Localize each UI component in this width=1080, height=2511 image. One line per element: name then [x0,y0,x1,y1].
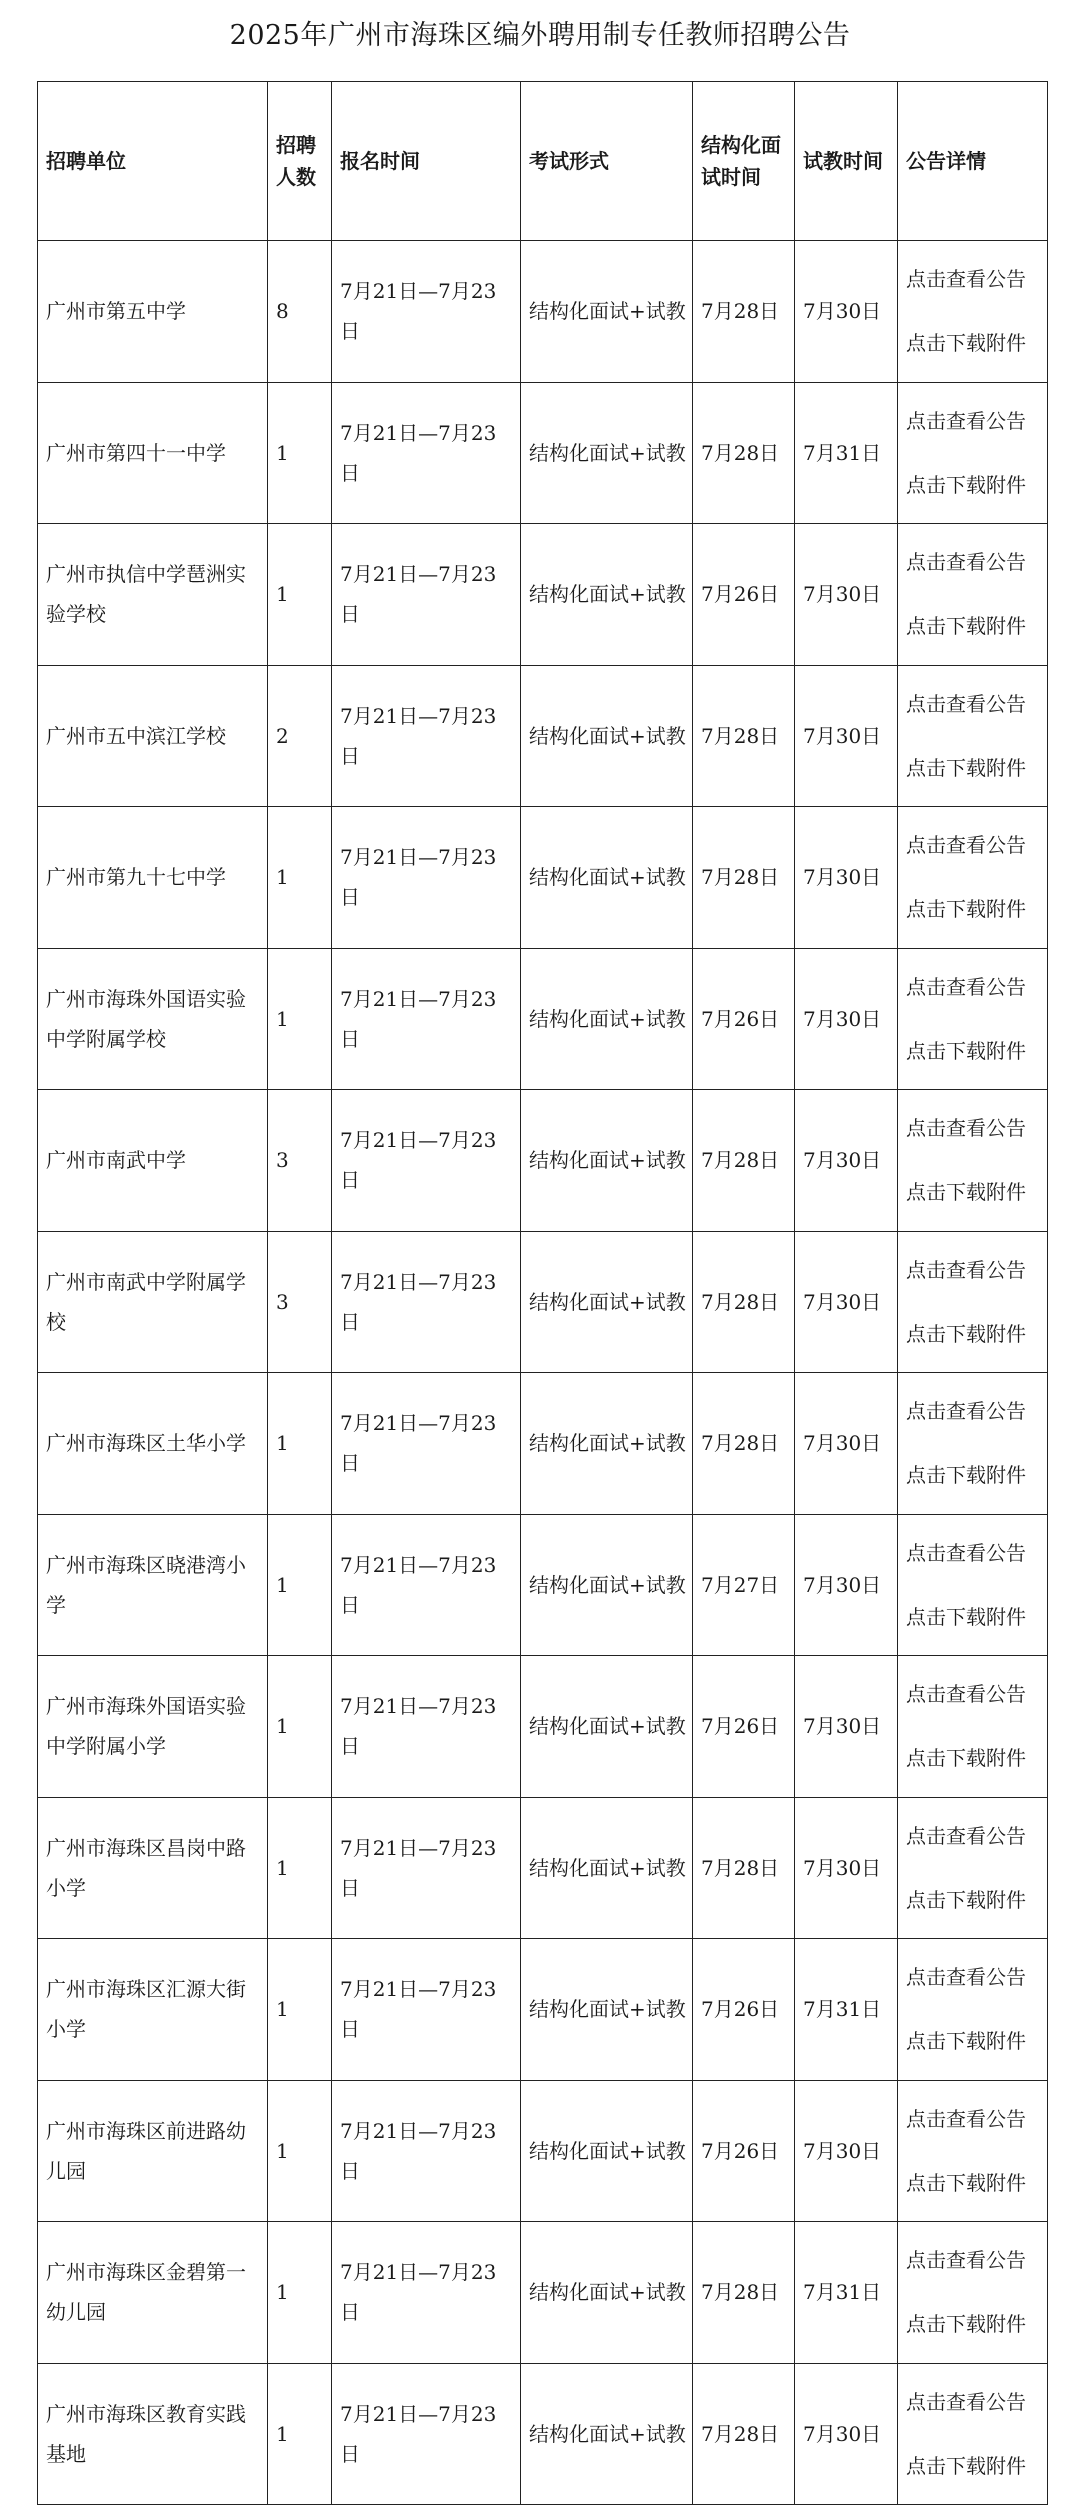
download-attachment-link[interactable]: 点击下载附件 [906,897,1026,922]
download-attachment-link[interactable]: 点击下载附件 [906,1321,1026,1346]
view-announcement-link[interactable]: 点击查看公告 [906,974,1026,999]
exam-format-cell: 结构化面试+试教 [521,2222,693,2364]
count-cell: 8 [268,241,332,383]
register-time-cell: 7月21日—7月23日 [332,2080,521,2222]
view-announcement-link[interactable]: 点击查看公告 [906,1540,1026,1565]
table-row [38,665,1048,807]
register-time-cell: 7月21日—7月23日 [332,1939,521,2081]
register-time-cell: 7月21日—7月23日 [332,1231,521,1373]
teaching-time-cell: 7月30日 [795,1373,898,1515]
teaching-time-cell: 7月30日 [795,524,898,666]
unit-cell: 广州市第四十一中学 [38,382,268,524]
unit-cell: 广州市海珠区晓港湾小学 [38,1514,268,1656]
details-cell [898,1231,1048,1373]
unit-cell: 广州市海珠区教育实践基地 [38,2363,268,2505]
exam-format-cell: 结构化面试+试教 [521,241,693,383]
table-row [38,1373,1048,1515]
table-header-row [38,82,1048,241]
view-announcement-link[interactable]: 点击查看公告 [906,833,1026,858]
header-count: 招聘人数 [268,82,332,241]
table-row [38,241,1048,383]
view-announcement-link[interactable]: 点击查看公告 [906,267,1026,292]
view-announcement-link[interactable]: 点击查看公告 [906,1823,1026,1848]
register-time-cell: 7月21日—7月23日 [332,665,521,807]
table-row [38,1231,1048,1373]
interview-time-cell: 7月28日 [693,241,795,383]
exam-format-cell: 结构化面试+试教 [521,1939,693,2081]
teaching-time-cell: 7月30日 [795,1231,898,1373]
teaching-time-cell: 7月30日 [795,2363,898,2505]
unit-cell: 广州市五中滨江学校 [38,665,268,807]
download-attachment-link[interactable]: 点击下载附件 [906,472,1026,497]
view-announcement-link[interactable]: 点击查看公告 [906,408,1026,433]
unit-cell: 广州市海珠区土华小学 [38,1373,268,1515]
details-cell [898,665,1048,807]
page-title: 2025年广州市海珠区编外聘用制专任教师招聘公告 [229,20,851,51]
register-time-cell: 7月21日—7月23日 [332,948,521,1090]
details-cell [898,2222,1048,2364]
teaching-time-cell: 7月30日 [795,665,898,807]
interview-time-cell: 7月28日 [693,665,795,807]
unit-cell: 广州市海珠区金碧第一幼儿园 [38,2222,268,2364]
details-cell [898,382,1048,524]
table-row [38,382,1048,524]
count-cell: 3 [268,1090,332,1232]
exam-format-cell: 结构化面试+试教 [521,807,693,949]
teaching-time-cell: 7月30日 [795,1514,898,1656]
details-cell [898,2363,1048,2505]
unit-cell: 广州市海珠区昌岗中路小学 [38,1797,268,1939]
count-cell: 1 [268,807,332,949]
header-exam-format: 考试形式 [521,82,693,241]
exam-format-cell: 结构化面试+试教 [521,1797,693,1939]
count-cell: 1 [268,948,332,1090]
table-row [38,1514,1048,1656]
teaching-time-cell: 7月31日 [795,1939,898,2081]
details-cell [898,948,1048,1090]
count-cell: 1 [268,524,332,666]
details-cell [898,807,1048,949]
unit-cell: 广州市海珠外国语实验中学附属学校 [38,948,268,1090]
unit-cell: 广州市第九十七中学 [38,807,268,949]
download-attachment-link[interactable]: 点击下载附件 [906,2453,1026,2478]
view-announcement-link[interactable]: 点击查看公告 [906,2389,1026,2414]
count-cell: 1 [268,2080,332,2222]
table-row [38,1797,1048,1939]
register-time-cell: 7月21日—7月23日 [332,1514,521,1656]
register-time-cell: 7月21日—7月23日 [332,382,521,524]
teaching-time-cell: 7月30日 [795,2080,898,2222]
view-announcement-link[interactable]: 点击查看公告 [906,2106,1026,2131]
download-attachment-link[interactable]: 点击下载附件 [906,755,1026,780]
teaching-time-cell: 7月30日 [795,1797,898,1939]
table-row [38,2080,1048,2222]
count-cell: 1 [268,1656,332,1798]
view-announcement-link[interactable]: 点击查看公告 [906,550,1026,575]
view-announcement-link[interactable]: 点击查看公告 [906,2248,1026,2273]
register-time-cell: 7月21日—7月23日 [332,807,521,949]
view-announcement-link[interactable]: 点击查看公告 [906,1965,1026,1990]
interview-time-cell: 7月26日 [693,1939,795,2081]
header-details: 公告详情 [898,82,1048,241]
details-cell [898,2080,1048,2222]
details-cell [898,241,1048,383]
register-time-cell: 7月21日—7月23日 [332,1373,521,1515]
interview-time-cell: 7月28日 [693,1373,795,1515]
exam-format-cell: 结构化面试+试教 [521,2080,693,2222]
view-announcement-link[interactable]: 点击查看公告 [906,1682,1026,1707]
exam-format-cell: 结构化面试+试教 [521,948,693,1090]
table-row [38,2222,1048,2364]
register-time-cell: 7月21日—7月23日 [332,2363,521,2505]
recruitment-table [37,81,1048,2505]
exam-format-cell: 结构化面试+试教 [521,524,693,666]
interview-time-cell: 7月28日 [693,807,795,949]
teaching-time-cell: 7月30日 [795,807,898,949]
unit-cell: 广州市海珠外国语实验中学附属小学 [38,1656,268,1798]
unit-cell: 广州市海珠区汇源大街小学 [38,1939,268,2081]
table-row [38,1090,1048,1232]
teaching-time-cell: 7月30日 [795,948,898,1090]
teaching-time-cell: 7月30日 [795,241,898,383]
interview-time-cell: 7月26日 [693,2080,795,2222]
teaching-time-cell: 7月31日 [795,382,898,524]
register-time-cell: 7月21日—7月23日 [332,2222,521,2364]
exam-format-cell: 结构化面试+试教 [521,1373,693,1515]
download-attachment-link[interactable]: 点击下载附件 [906,614,1026,639]
register-time-cell: 7月21日—7月23日 [332,1797,521,1939]
details-cell [898,1514,1048,1656]
download-attachment-link[interactable]: 点击下载附件 [906,1180,1026,1205]
download-attachment-link[interactable]: 点击下载附件 [906,1463,1026,1488]
count-cell: 1 [268,382,332,524]
exam-format-cell: 结构化面试+试教 [521,382,693,524]
count-cell: 2 [268,665,332,807]
unit-cell: 广州市南武中学附属学校 [38,1231,268,1373]
details-cell [898,1939,1048,2081]
header-unit: 招聘单位 [38,82,268,241]
download-attachment-link[interactable]: 点击下载附件 [906,1746,1026,1771]
count-cell: 1 [268,1514,332,1656]
table-row [38,1656,1048,1798]
table-row [38,1939,1048,2081]
interview-time-cell: 7月26日 [693,948,795,1090]
download-attachment-link[interactable]: 点击下载附件 [906,1887,1026,1912]
register-time-cell: 7月21日—7月23日 [332,241,521,383]
table-row [38,807,1048,949]
download-attachment-link[interactable]: 点击下载附件 [906,2170,1026,2195]
details-cell [898,1797,1048,1939]
view-announcement-link[interactable]: 点击查看公告 [906,1399,1026,1424]
interview-time-cell: 7月28日 [693,1231,795,1373]
download-attachment-link[interactable]: 点击下载附件 [906,1038,1026,1063]
interview-time-cell: 7月27日 [693,1514,795,1656]
register-time-cell: 7月21日—7月23日 [332,1090,521,1232]
table-row [38,524,1048,666]
table-row [38,948,1048,1090]
teaching-time-cell: 7月30日 [795,1090,898,1232]
count-cell: 1 [268,1939,332,2081]
exam-format-cell: 结构化面试+试教 [521,1231,693,1373]
view-announcement-link[interactable]: 点击查看公告 [906,1257,1026,1282]
teaching-time-cell: 7月30日 [795,1656,898,1798]
exam-format-cell: 结构化面试+试教 [521,1514,693,1656]
details-cell [898,1090,1048,1232]
details-cell [898,1656,1048,1798]
header-register-time: 报名时间 [332,82,521,241]
download-attachment-link[interactable]: 点击下载附件 [906,331,1026,356]
download-attachment-link[interactable]: 点击下载附件 [906,2312,1026,2337]
count-cell: 3 [268,1231,332,1373]
view-announcement-link[interactable]: 点击查看公告 [906,1116,1026,1141]
exam-format-cell: 结构化面试+试教 [521,2363,693,2505]
header-teaching-time: 试教时间 [795,82,898,241]
teaching-time-cell: 7月31日 [795,2222,898,2364]
unit-cell: 广州市海珠区前进路幼儿园 [38,2080,268,2222]
details-cell [898,524,1048,666]
register-time-cell: 7月21日—7月23日 [332,524,521,666]
interview-time-cell: 7月28日 [693,382,795,524]
download-attachment-link[interactable]: 点击下载附件 [906,2029,1026,2054]
interview-time-cell: 7月28日 [693,1797,795,1939]
count-cell: 1 [268,1797,332,1939]
register-time-cell: 7月21日—7月23日 [332,1656,521,1798]
exam-format-cell: 结构化面试+试教 [521,1090,693,1232]
interview-time-cell: 7月26日 [693,1656,795,1798]
header-interview-time: 结构化面试时间 [693,82,795,241]
count-cell: 1 [268,1373,332,1515]
unit-cell: 广州市南武中学 [38,1090,268,1232]
count-cell: 1 [268,2363,332,2505]
count-cell: 1 [268,2222,332,2364]
exam-format-cell: 结构化面试+试教 [521,1656,693,1798]
details-cell [898,1373,1048,1515]
interview-time-cell: 7月28日 [693,1090,795,1232]
exam-format-cell: 结构化面试+试教 [521,665,693,807]
unit-cell: 广州市执信中学琶洲实验学校 [38,524,268,666]
unit-cell: 广州市第五中学 [38,241,268,383]
view-announcement-link[interactable]: 点击查看公告 [906,691,1026,716]
download-attachment-link[interactable]: 点击下载附件 [906,1604,1026,1629]
interview-time-cell: 7月26日 [693,524,795,666]
interview-time-cell: 7月28日 [693,2222,795,2364]
interview-time-cell: 7月28日 [693,2363,795,2505]
table-row [38,2363,1048,2505]
